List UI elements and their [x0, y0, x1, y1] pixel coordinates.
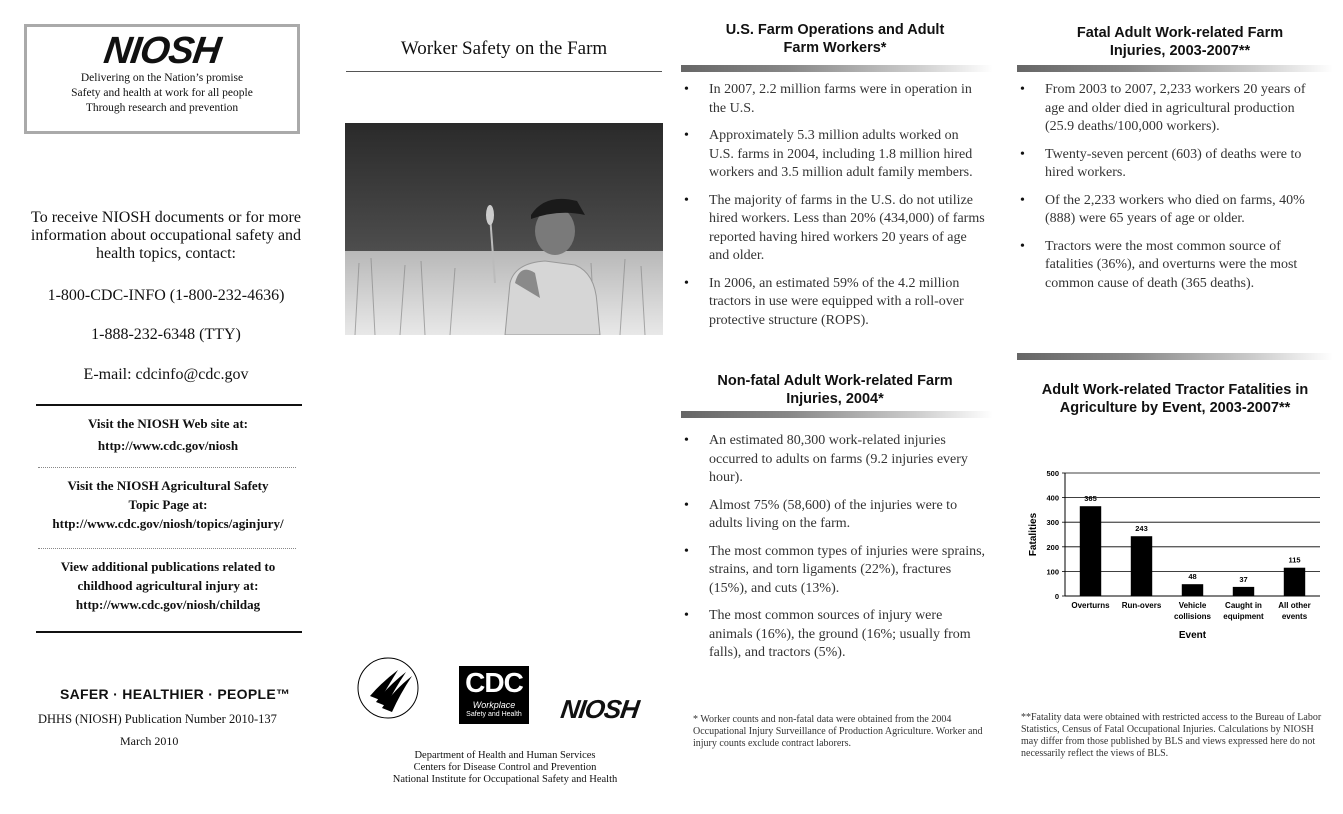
page-title: Worker Safety on the Farm	[400, 38, 608, 59]
x-tick-label: events	[1281, 612, 1308, 621]
x-tick-label: Overturns	[1071, 601, 1110, 610]
divider	[36, 631, 302, 633]
contact-phone: 1-800-CDC-INFO (1-800-232-4636)	[47, 287, 285, 304]
section-bar	[1017, 353, 1333, 360]
bar	[1233, 587, 1254, 596]
nonfatal-title-line-2: Injuries, 2004*	[786, 391, 884, 407]
list-item: • In 2007, 2.2 million farms were in operation in the U.S.	[681, 81, 987, 118]
childag-label-1: View additional publications related to	[60, 559, 276, 574]
web-site-block	[30, 414, 306, 455]
chart-svg	[1024, 464, 1324, 644]
niosh-small-logo: NIOSH	[558, 694, 641, 724]
list-item: • Of the 2,233 workers who died on farms, 40% (888) were 65 years of age or older.	[1017, 192, 1327, 229]
contact-tty: 1-888-232-6348 (TTY)	[91, 326, 241, 343]
list-item: • From 2003 to 2007, 2,233 workers 20 years of age and older died in agricultural production (25.9 deaths/100,000 workers).	[1017, 81, 1327, 137]
niosh-logo-box	[24, 24, 300, 134]
dotted-divider	[38, 467, 296, 468]
y-tick-label: 300	[1046, 518, 1059, 528]
list-item: • Approximately 5.3 million adults worked on U.S. farms in 2004, including 1.8 million hired workers and 3.5 million adult family members.	[681, 127, 987, 183]
farm-ops-list	[681, 81, 987, 339]
bar	[1080, 506, 1101, 596]
slogan: SAFER · HEALTHIER · PEOPLE™	[60, 686, 291, 702]
data-label: 115	[1288, 555, 1301, 565]
bar	[1284, 568, 1305, 596]
bar	[1131, 536, 1152, 596]
divider	[36, 404, 302, 406]
publication-number: DHHS (NIOSH) Publication Number 2010-137	[38, 712, 277, 726]
chart-title-line-1: Adult Work-related Tractor Fatalities in	[1041, 382, 1309, 398]
list-item: • Tractors were the most common source of fatalities (36%), and overturns were the most common cause of death (365 deaths).	[1017, 238, 1327, 294]
cdc-logo-text: CDC	[465, 667, 523, 698]
x-tick-label: All other	[1278, 601, 1311, 610]
fatal-title	[1020, 24, 1340, 60]
x-tick-label: Caught in	[1225, 601, 1262, 610]
chart-title	[1020, 381, 1330, 417]
list-item: • Almost 75% (58,600) of the injuries were to adults living on the farm.	[681, 497, 987, 534]
nonfatal-list	[681, 432, 987, 672]
logo-tagline-2: Safety and health at work for all people	[71, 87, 253, 99]
logo-tagline-3: Through research and prevention	[85, 102, 239, 114]
fatal-list	[1017, 81, 1327, 302]
section-bar	[681, 65, 993, 72]
web-site-link[interactable]: http://www.cdc.gov/niosh	[97, 438, 239, 453]
farmer-photo	[345, 123, 663, 335]
list-item: • Twenty-seven percent (603) of deaths were to hired workers.	[1017, 146, 1327, 183]
contact-email: E-mail: cdcinfo@cdc.gov	[83, 366, 249, 383]
bar	[1182, 584, 1203, 596]
nonfatal-footnote: * Worker counts and non-fatal data were obtained from the 2004 Occupational Injury Surveillance of Production Agriculture. Worker and injury counts exclude contract laborers.	[693, 714, 983, 749]
data-label: 243	[1135, 524, 1148, 534]
y-tick-label: 500	[1046, 469, 1059, 478]
section-bar	[681, 411, 993, 418]
hhs-seal	[352, 650, 422, 724]
list-item: • In 2006, an estimated 59% of the 4.2 million tractors in use were equipped with a roll-over protective structure (ROPS).	[681, 275, 987, 331]
tractor-fatalities-chart	[1024, 464, 1324, 644]
cdc-logo-sub-2: Safety and Health	[466, 711, 522, 718]
fatal-title-line-2: Injuries, 2003-2007**	[1109, 43, 1251, 59]
x-axis-label: Event	[1178, 630, 1207, 641]
agency-hhs: Department of Health and Human Services	[414, 750, 596, 761]
farm-ops-title-line-2: Farm Workers*	[783, 40, 887, 56]
data-label: 48	[1188, 572, 1197, 582]
list-item: • The most common types of injuries were sprains, strains, and torn ligaments (22%), fractures (15%), and cuts (13%).	[681, 543, 987, 599]
y-tick-label: 0	[1054, 592, 1059, 601]
ag-topic-label-2: Topic Page at:	[128, 497, 208, 512]
y-tick-label: 100	[1046, 567, 1059, 577]
x-tick-label: Run-overs	[1121, 601, 1162, 610]
agency-names	[346, 750, 664, 786]
data-label: 365	[1084, 494, 1097, 504]
dotted-divider	[38, 548, 296, 549]
data-label: 37	[1239, 574, 1248, 584]
nonfatal-title-line-1: Non-fatal Adult Work-related Farm	[717, 373, 953, 389]
childag-block	[30, 557, 306, 614]
cdc-logo-sub-1: Workplace	[472, 700, 516, 710]
y-tick-label: 200	[1046, 542, 1059, 552]
ag-topic-block	[30, 476, 306, 533]
list-item: • The majority of farms in the U.S. do not utilize hired workers. Less than 20% (434,000) of farms reported having hired workers 20 years of age and older.	[681, 192, 987, 266]
ag-topic-label-1: Visit the NIOSH Agricultural Safety	[67, 478, 269, 493]
y-tick-label: 400	[1046, 493, 1059, 503]
logo-tagline-1: Delivering on the Nation’s promise	[80, 72, 244, 84]
x-tick-label: equipment	[1223, 612, 1264, 621]
agency-niosh: National Institute for Occupational Safety and Health	[392, 774, 618, 785]
section-bar	[1017, 65, 1333, 72]
ag-topic-link[interactable]: http://www.cdc.gov/niosh/topics/aginjury/	[52, 516, 284, 531]
list-item: • An estimated 80,300 work-related injuries occurred to adults on farms (9.2 injuries every hour).	[681, 432, 987, 488]
chart-title-line-2: Agriculture by Event, 2003-2007**	[1059, 400, 1291, 416]
list-item: • The most common sources of injury were animals (16%), the ground (16%; usually from falls), and tractors (5%).	[681, 607, 987, 663]
childag-label-2: childhood agricultural injury at:	[77, 578, 259, 593]
nonfatal-title	[680, 372, 990, 408]
web-site-label: Visit the NIOSH Web site at:	[88, 416, 248, 431]
x-tick-label: Vehicle	[1178, 601, 1207, 610]
contact-intro: To receive NIOSH documents or for more information about occupational safety and health topics, contact:	[30, 209, 302, 262]
fatal-footnote: **Fatality data were obtained with restricted access to the Bureau of Labor Statistics, Census of Fatal Occupational Injuries. Calculations by NIOSH may differ from those published by BLS and views expressed here do not necessarily reflect the views of BLS.	[1021, 712, 1322, 759]
childag-link[interactable]: http://www.cdc.gov/niosh/childag	[75, 597, 261, 612]
title-underline	[346, 71, 662, 72]
agency-cdc: Centers for Disease Control and Prevention	[413, 762, 597, 773]
cdc-logo	[459, 666, 529, 724]
y-axis-label: Fatalities	[1028, 512, 1039, 557]
fatal-title-line-1: Fatal Adult Work-related Farm	[1076, 25, 1284, 41]
x-tick-label: collisions	[1174, 612, 1211, 621]
farm-ops-title-line-1: U.S. Farm Operations and Adult	[725, 22, 945, 38]
farm-ops-title	[680, 21, 990, 57]
niosh-logo: NIOSH	[101, 30, 223, 72]
publication-date: March 2010	[120, 734, 179, 748]
